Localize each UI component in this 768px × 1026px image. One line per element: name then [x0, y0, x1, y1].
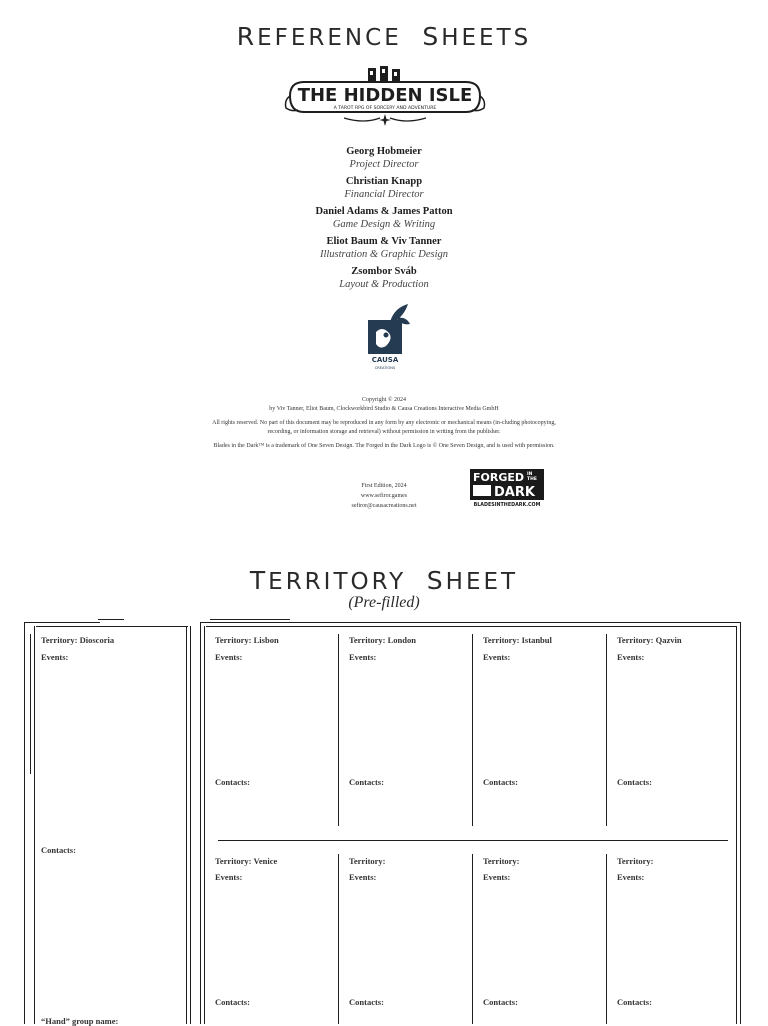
left-hand-group-label: “Hand” group name: [41, 1016, 119, 1026]
territory-subtitle: (Pre-filled) [348, 594, 420, 611]
trademark-notice: Blades in the Dark™ is a trademark of One Seven Design. The Forged in the Dark Logo is © One Seven Design, and is used with permission. [213, 443, 555, 449]
events-label: Events: [617, 872, 645, 882]
events-label: Events: [349, 652, 377, 662]
rights-notice: All rights reserved. No part of this document may be reproduced in any form by any electronic or mechanical means (in-cluding photocopying, recording, or information storage and retrieval) without permission in writing from the publisher. [212, 420, 556, 435]
credit-entry [0, 145, 768, 171]
credits-list [0, 145, 768, 295]
fitd-in: IN [527, 472, 533, 477]
email-link[interactable]: sefiror@causacreations.net [351, 503, 417, 509]
credit-role: Game Design & Writing [332, 219, 436, 230]
edition-line: First Edition, 2024 [361, 483, 407, 489]
edition-info [320, 481, 448, 511]
territory-label: Territory: Lisbon [215, 635, 279, 645]
territory-label: Territory: Venice [215, 856, 278, 866]
left-events-label: Events: [41, 652, 69, 662]
causa-creations-logo [364, 302, 414, 372]
territory-label: Territory: Qazvin [617, 635, 682, 645]
contacts-label: Contacts: [215, 997, 250, 1007]
territory-label: Territory: [483, 856, 520, 866]
credit-entry [0, 265, 768, 291]
credit-role: Illustration & Graphic Design [319, 249, 449, 260]
fitd-url: BLADESINTHEDARK.COM [473, 503, 541, 507]
logo-tagline: A TAROT RPG OF SORCERY AND ADVENTURE [333, 106, 437, 111]
events-label: Events: [215, 872, 243, 882]
credit-name: Eliot Baum & Viv Tanner [326, 236, 442, 247]
contacts-label: Contacts: [349, 997, 384, 1007]
credit-role: Project Director [349, 159, 419, 170]
logo-name: THE HIDDEN ISLE [297, 85, 473, 106]
fitd-the: THE [527, 477, 537, 482]
credit-entry [0, 235, 768, 261]
events-label: Events: [483, 652, 511, 662]
credit-name: Zsombor Sváb [351, 266, 417, 277]
contacts-label: Contacts: [483, 777, 518, 787]
contacts-label: Contacts: [617, 997, 652, 1007]
territory-label: Territory: [349, 856, 386, 866]
contacts-label: Contacts: [349, 777, 384, 787]
contacts-label: Contacts: [215, 777, 250, 787]
credit-name: Georg Hobmeier [346, 146, 422, 157]
causa-name: CAUSA [371, 356, 399, 364]
credit-name: Daniel Adams & James Patton [315, 206, 453, 217]
legal-notice [210, 396, 558, 456]
territory-label: Territory: London [349, 635, 416, 645]
hidden-isle-logo [284, 66, 486, 128]
territory-label: Territory: [617, 856, 654, 866]
credit-role: Financial Director [344, 189, 424, 200]
causa-subtitle: CREATIONS [374, 366, 396, 370]
territory-label: Territory: Istanbul [483, 635, 552, 645]
contacts-label: Contacts: [617, 777, 652, 787]
credit-role: Layout & Production [339, 279, 429, 290]
events-label: Events: [349, 872, 377, 882]
events-label: Events: [483, 872, 511, 882]
credit-name: Christian Knapp [345, 176, 423, 187]
events-label: Events: [215, 652, 243, 662]
website-link[interactable]: www.sefiror.games [360, 493, 408, 499]
copyright-line: Copyright © 2024 [362, 397, 406, 403]
fitd-dark: DARK [494, 485, 535, 500]
credit-entry [0, 175, 768, 201]
left-contacts-label: Contacts: [41, 845, 76, 855]
copyright-holders: by Viv Tanner, Eliot Baum, Clockworkbird Studio & Causa Creations Interactive Media GmbH [269, 406, 499, 412]
fitd-forged: FORGED [473, 471, 525, 484]
forged-in-the-dark-logo [470, 469, 544, 507]
territory-sheet-title: TERRITORY SHEET [249, 566, 519, 595]
events-label: Events: [617, 652, 645, 662]
reference-sheets-title: REFERENCE SHEETS [236, 22, 532, 51]
contacts-label: Contacts: [483, 997, 518, 1007]
left-territory-label: Territory: Dioscoria [41, 635, 115, 645]
credit-entry [0, 205, 768, 231]
